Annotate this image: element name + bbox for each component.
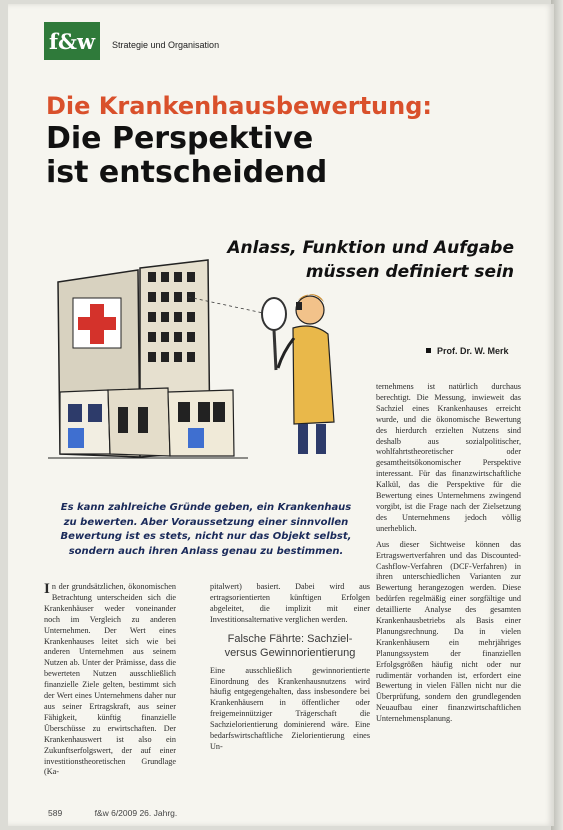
body-text: n der grundsätzlichen, ökonomischen Betrachtung unterscheiden sich die Krankenhäuser weder voneinander noch im Vergleich zu anderen Unternehmen. Der Wert eines Krankenhauses leitet sich wie bei anderen Unternehmen aus seinem Nutzen ab. Unter der Prämisse, dass die bewerteten Nutzen ausschließlich finanzielle Ziele gelten, bestimmt sich der Wert eines Unternehmens daher nur aus seiner Ertragskraft, aus seiner Fähigkeit, künftig finanzielle Überschüsse zu erwirtschaften. Der Krankenhauswert ist also ein Zukunftserfolgswert, der auf einer investitionstheoretischen Grundlage (Ka-: [44, 582, 176, 777]
page-number: 589: [48, 808, 63, 818]
hospital-building-icon: [48, 260, 248, 458]
subtitle-line-2: müssen definiert sein: [305, 262, 514, 282]
body-text: Aus dieser Sichtweise können das Ertragswertverfahren und das Discounted-Cashflow-Verfahren (DCF-Verfahren) in ihren unterschiedlichen Varianten zur Bewertung herangezogen werden. Diese bedürfen regelmäßig einer sorgfältige und detaillierte Analyse des gesamten Krankenhausbetriebs als Basis einer Planungsrechnung. Da in vielen Krankenhäusern ein mehrjähriges Planungssystem der finanziellen Erfolgsgrößen häufig nicht oder nur rudimentär vorhanden ist, erfordert eine Bewertung in vielen Fällen nicht nur die Überprüfung, sondern den grundlegenden Neuaufbau einer finanzwirtschaftlichen Unternehmensplanung.: [376, 539, 521, 724]
subheading: Falsche Fährte: Sachziel- versus Gewinnorientierung: [224, 632, 356, 659]
body-column-3: [376, 382, 521, 730]
fw-logo: f&w: [44, 22, 100, 60]
issue-label: f&w 6/2009 26. Jahrg.: [94, 808, 178, 818]
hospital-illustration: [48, 242, 348, 474]
magazine-page: [8, 4, 554, 826]
body-text: Eine ausschließlich gewinnorientierte Einordnung des Krankenhausnutzens wird häufig entgegengehalten, dass insbesondere bei Krankenhäusern in öffentlicher oder freigemeinnütziger Trägerschaft die Sachzielorientierung dominierend wäre. Eine bedarfswirtschaftliche Zielorientierung eines Un-: [210, 665, 370, 751]
title-line-1: Die Krankenhausbewertung:: [46, 92, 432, 120]
body-column-2: [210, 582, 370, 758]
title-main: [46, 122, 327, 190]
lead-paragraph: Es kann zahlreiche Gründe geben, ein Krankenhaus zu bewerten. Aber Voraussetzung einer sinnvollen Bewertung ist es stets, nicht nur das Objekt selbst, sondern auch ihren Anlass genau zu bestimmen.: [60, 502, 352, 557]
author: [426, 346, 509, 356]
title-line-3: ist entscheidend: [46, 155, 328, 190]
section-label: Strategie und Organisation: [112, 40, 220, 50]
body-text: pitalwert) basiert. Dabei wird aus ertragsorientierten künftigen Erfolgen abgeleitet, die implizit mit einer Investitionsalternative verglichen werden.: [210, 582, 370, 624]
drop-cap: I: [44, 581, 50, 597]
title-line-2: Die Perspektive: [46, 121, 314, 156]
body-column-1: [44, 582, 176, 778]
author-name: Prof. Dr. W. Merk: [437, 346, 509, 356]
subtitle-line-1: Anlass, Funktion und Aufgabe: [227, 238, 514, 258]
page-footer: [48, 808, 207, 818]
bullet-square-icon: [426, 348, 431, 353]
body-text: ternehmens ist natürlich durchaus berechtigt. Die Messung, inwieweit das Sachziel eines Krankenhauses erreicht wurde, und die ökonomische Bewertung des hierdurch erzielten Nutzens sind deshalb aus sozialpolitischer, wohlfahrtstheoretischer oder gesamtheitsökonomischer Perspektive interessant. Für das finanzwirtschaftliche Kalkül, das die Perspektive für die Bewertung eines Unternehmens zwingend vorgibt, ist die Frage nach der Zielsetzung des Unternehmens jedoch völlig unerheblich.: [376, 382, 521, 533]
